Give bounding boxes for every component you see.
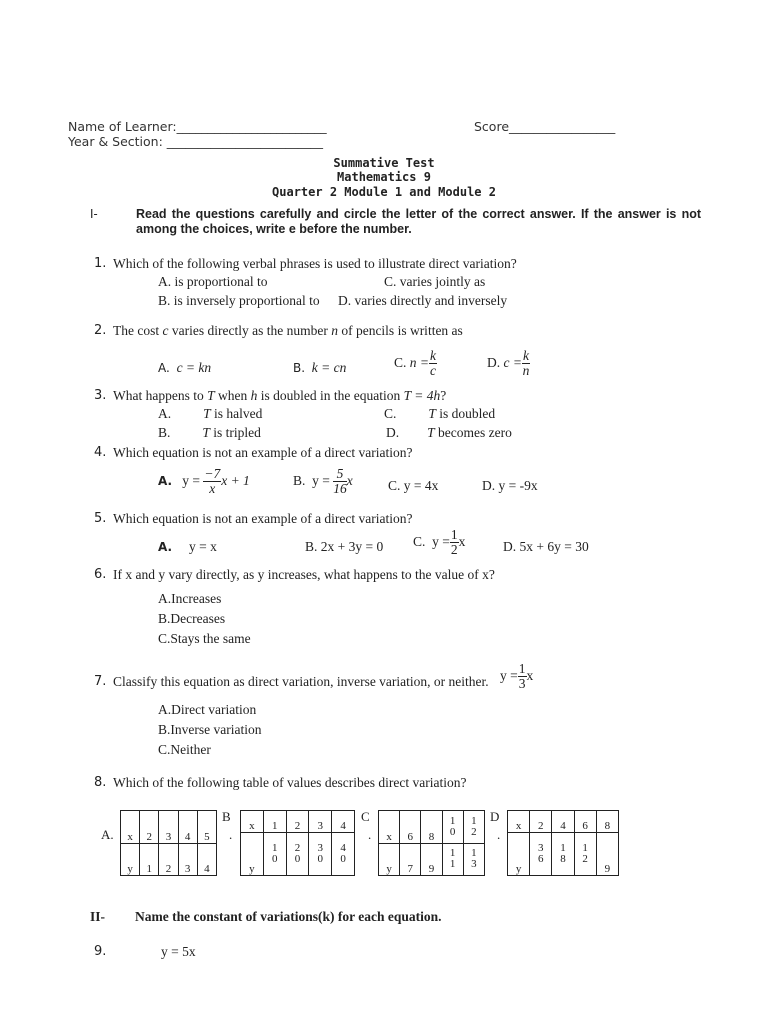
table-cell: 9 (421, 843, 442, 876)
table-cell: 8 (421, 811, 442, 844)
table-cell: 6 (574, 811, 596, 833)
q9-number: 9. (94, 944, 107, 959)
q8-label-c: C (361, 809, 370, 824)
table-cell: x (241, 811, 264, 833)
table-cell: 4 (197, 843, 216, 876)
table-row-y (508, 833, 619, 876)
q8-label-b-dot: . (229, 827, 233, 842)
q4-number: 4. (94, 445, 107, 460)
q5-option-d: D. 5x + 6y = 30 (503, 539, 589, 554)
q8-label-d-dot: . (497, 827, 501, 842)
q3-option-c: C. T is doubled (384, 406, 496, 421)
table-cell: x (121, 811, 140, 844)
q8-text: Which of the following table of values describes direct variation? (113, 775, 467, 790)
table-cell: 1 (140, 843, 159, 876)
q7-option-b: B.Inverse variation (158, 722, 262, 737)
q2-number: 2. (94, 323, 107, 338)
q3-number: 3. (94, 388, 107, 403)
table-cell: y (379, 843, 400, 876)
table-cell: y (508, 833, 530, 876)
q6-number: 6. (94, 567, 107, 582)
table-cell: 1 0 (263, 833, 286, 876)
q5-option-c: C. y = $\frac{1}{2}$ x (413, 527, 466, 558)
q2-option-c: C. n = $\frac{k}{c}$ (394, 348, 437, 379)
q3-text: What happens to T when h is doubled in the equation T = 4h? (113, 388, 447, 403)
q8-label-a: A. (101, 827, 114, 842)
learner-name-field: Name of Learner:________________________ (68, 119, 327, 134)
q2-option-b: B. k = cn (293, 360, 347, 375)
q2-option-a: A. c = kn (158, 360, 212, 375)
q1-option-c: C. varies jointly as (384, 274, 486, 289)
q7-number: 7. (94, 674, 107, 689)
table-cell: 8 (596, 811, 618, 833)
table-cell: 2 (159, 843, 178, 876)
year-section-field: Year & Section: _________________________ (68, 134, 324, 149)
q5-option-a: A. y = x (158, 539, 217, 554)
q4-text: Which equation is not an example of a direct variation? (113, 445, 413, 460)
q8-label-d: D (490, 809, 500, 824)
q4-option-b: B. y = $\frac{5}{16}$ x (293, 466, 353, 497)
table-cell: 4 (178, 811, 197, 844)
q8-table-c (378, 810, 485, 876)
table-cell: 2 0 (286, 833, 309, 876)
table-cell: 3 (178, 843, 197, 876)
q1-number: 1. (94, 256, 107, 271)
q8-label-c-dot: . (368, 827, 372, 842)
q4-option-c: C. y = 4x (388, 478, 439, 493)
q7-option-c: C.Neither (158, 742, 211, 757)
table-cell: 6 (400, 811, 421, 844)
table-row-x (121, 811, 217, 844)
table-cell: y (241, 833, 264, 876)
table-cell: 1 8 (552, 833, 574, 876)
score-field: Score_________________ (474, 119, 616, 134)
q7-text: Classify this equation as direct variation, inverse variation, or neither. (113, 674, 489, 689)
q2-text: The cost c varies directly as the number n of pencils is written as (113, 323, 463, 338)
q4-option-a: A. y = $\frac{-7}{x}$ x + 1 (158, 466, 250, 497)
table-cell: 2 (140, 811, 159, 844)
table-cell: 3 6 (530, 833, 552, 876)
q6-option-c: C.Stays the same (158, 631, 251, 646)
table-cell: 2 (286, 811, 309, 833)
q1-option-a: A. is proportional to (158, 274, 268, 289)
table-cell: 1 2 (463, 811, 484, 844)
table-cell: x (508, 811, 530, 833)
q3-option-b: B. T is tripled (158, 425, 261, 440)
table-cell: 9 (596, 833, 618, 876)
q9-equation: y = 5x (161, 944, 196, 959)
q3-option-a: A. T is halved (158, 406, 263, 421)
quarter-title: Quarter 2 Module 1 and Module 2 (272, 185, 496, 199)
part2-numeral: II- (90, 909, 106, 924)
subject-title: Mathematics 9 (337, 170, 431, 184)
part2-instruction: Name the constant of variations(k) for each equation. (135, 909, 442, 924)
q6-option-b: B.Decreases (158, 611, 226, 626)
q1-text: Which of the following verbal phrases is used to illustrate direct variation? (113, 256, 517, 271)
q8-table-d (507, 810, 619, 876)
q5-text: Which equation is not an example of a direct variation? (113, 511, 413, 526)
table-cell: 3 0 (309, 833, 332, 876)
table-row-x (508, 811, 619, 833)
q1-option-d: D. varies directly and inversely (338, 293, 508, 308)
test-title: Summative Test (333, 156, 435, 170)
table-cell: 1 1 (442, 843, 463, 876)
q1-option-b: B. is inversely proportional to (158, 293, 320, 308)
table-cell: 1 (263, 811, 286, 833)
q5-number: 5. (94, 511, 107, 526)
table-row-x (379, 811, 485, 844)
table-cell: 5 (197, 811, 216, 844)
q2-option-d: D. c = $\frac{k}{n}$ (487, 348, 530, 379)
q8-table-a (120, 810, 217, 876)
table-row-x (241, 811, 355, 833)
part1-instruction-line1: Read the questions carefully and circle the letter of the correct answer. If the answer is not (136, 207, 701, 221)
q7-option-a: A.Direct variation (158, 702, 257, 717)
q8-table-b (240, 810, 355, 876)
part1-numeral: I- (90, 207, 98, 221)
q3-option-d: D. T becomes zero (386, 425, 512, 440)
table-cell: 4 (552, 811, 574, 833)
table-cell: 3 (309, 811, 332, 833)
q7-equation: y = $\frac{1}{3}$ x (500, 661, 534, 692)
table-cell: 3 (159, 811, 178, 844)
q8-number: 8. (94, 775, 107, 790)
table-cell: 7 (400, 843, 421, 876)
table-cell: x (379, 811, 400, 844)
q4-option-d: D. y = -9x (482, 478, 538, 493)
table-cell: 1 0 (442, 811, 463, 844)
q8-label-b: B (222, 809, 231, 824)
table-row-y (379, 843, 485, 876)
q6-text: If x and y vary directly, as y increases, what happens to the value of x? (113, 567, 495, 582)
q6-option-a: A.Increases (158, 591, 222, 606)
table-row-y (241, 833, 355, 876)
table-cell: 2 (530, 811, 552, 833)
table-cell: 1 3 (463, 843, 484, 876)
table-cell: 4 (332, 811, 355, 833)
table-row-y (121, 843, 217, 876)
q5-option-b: B. 2x + 3y = 0 (305, 539, 384, 554)
table-cell: 1 2 (574, 833, 596, 876)
table-cell: y (121, 843, 140, 876)
part1-instruction-line2: among the choices, write e before the number. (136, 222, 412, 236)
table-cell: 4 0 (332, 833, 355, 876)
